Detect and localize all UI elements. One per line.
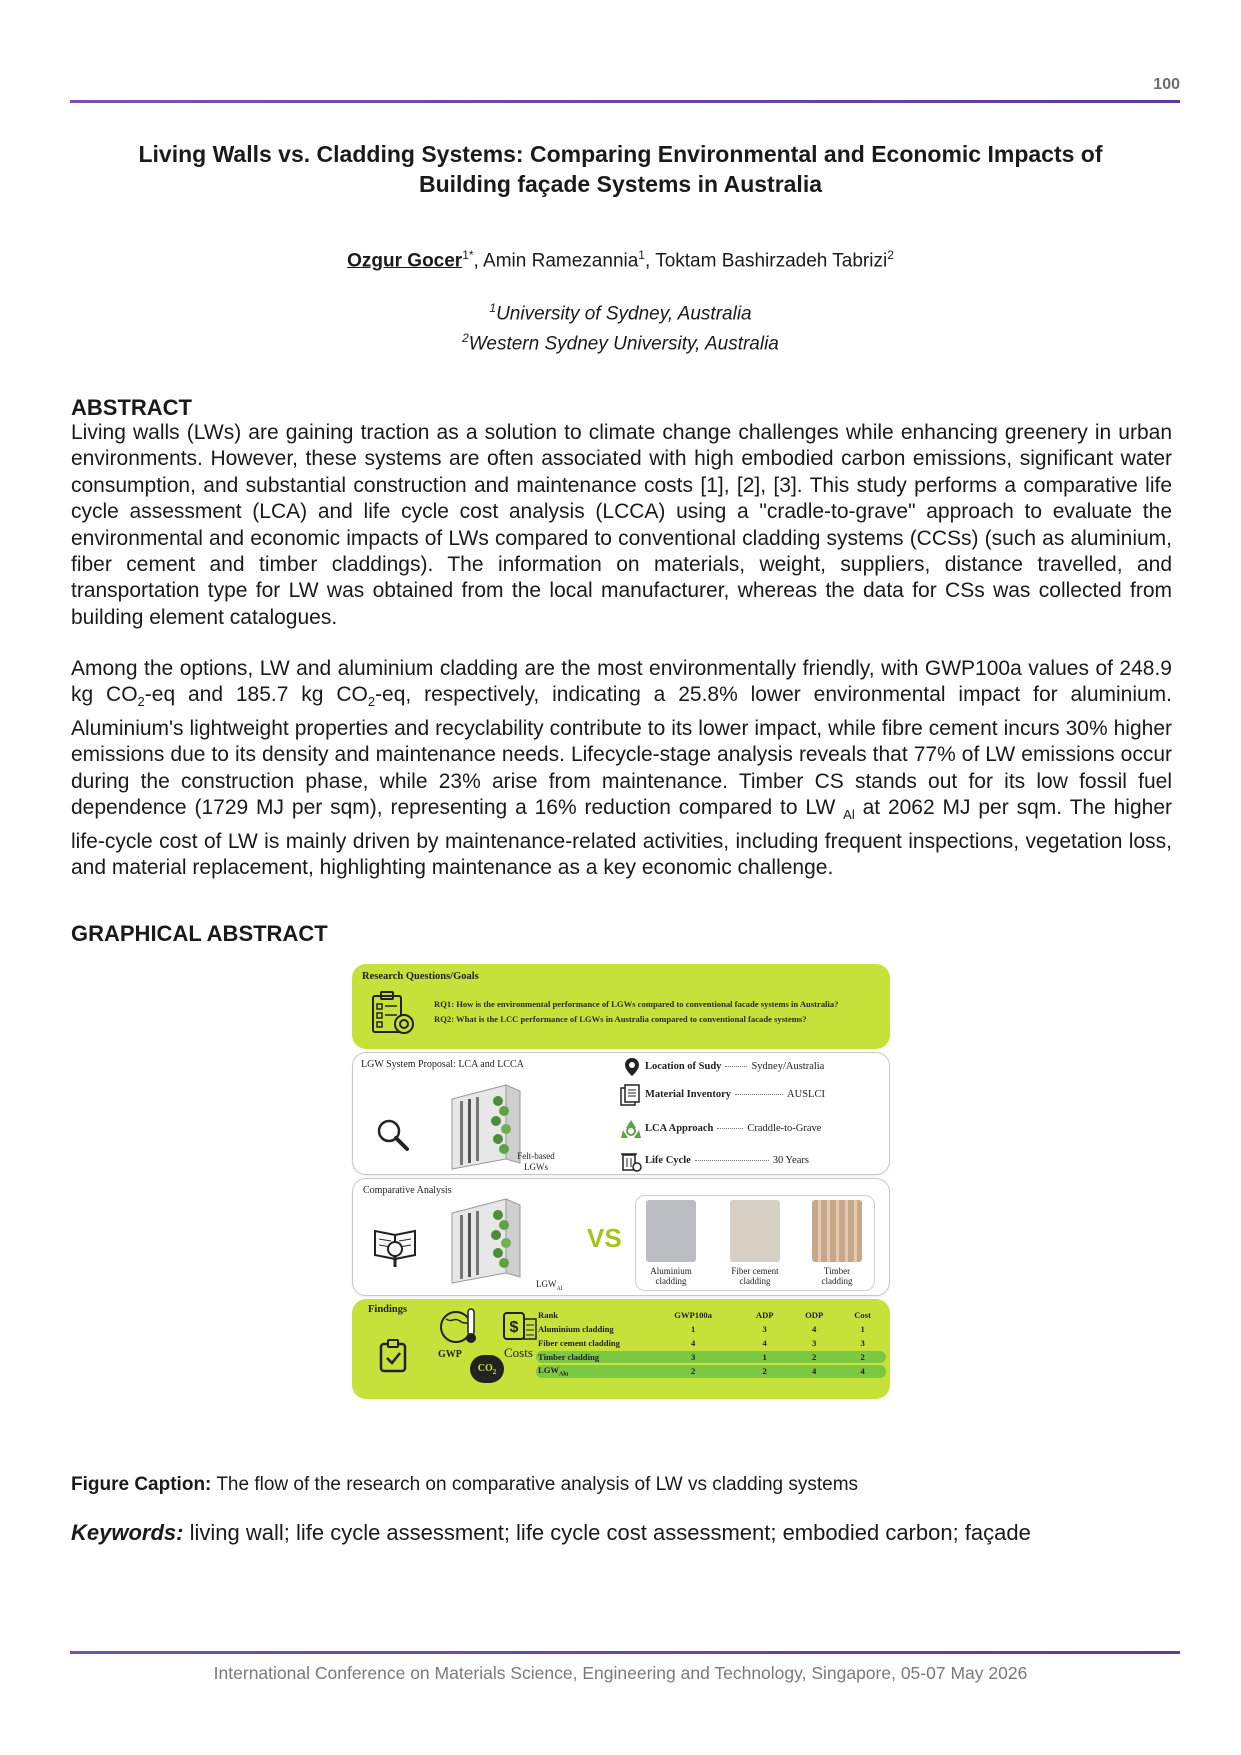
info-inventory-key: Material Inventory	[645, 1089, 732, 1100]
lgw-sub: Al	[556, 1285, 563, 1292]
row-label: Aluminium cladding	[538, 1324, 614, 1334]
globe-thermometer-icon	[438, 1305, 480, 1349]
figure-caption	[71, 1474, 858, 1496]
location-pin-icon	[623, 1057, 641, 1077]
lead-author[interactable]: Ozgur Gocer	[347, 250, 463, 272]
vs-label: VS	[587, 1223, 622, 1253]
info-location-value: Sydney/Australia	[751, 1061, 825, 1072]
gwp-label: GWP	[438, 1349, 462, 1360]
info-lifecycle-value: 30 Years	[772, 1155, 809, 1166]
cell: 2	[789, 1351, 839, 1363]
recycle-icon	[619, 1117, 643, 1141]
cell: 2	[740, 1365, 789, 1378]
book-search-icon	[371, 1223, 421, 1273]
info-lifecycle-key: Life Cycle	[645, 1155, 691, 1166]
timber-cladding-swatch	[812, 1200, 862, 1262]
checklist-icon	[370, 990, 416, 1036]
info-location	[645, 1061, 824, 1072]
clad-3-l2: cladding	[821, 1276, 853, 1286]
cell: 3	[762, 1324, 767, 1334]
cell: 1	[740, 1351, 789, 1363]
row-label-text: LGW	[538, 1365, 560, 1375]
author-2: , Amin Ramezannia	[473, 250, 639, 272]
page-number: 100	[1153, 76, 1180, 93]
findings-panel	[352, 1299, 890, 1399]
felt-label-2: LGWs	[524, 1162, 548, 1172]
clad-3-l1: Timber	[823, 1266, 851, 1276]
header-odp: ODP	[805, 1310, 824, 1320]
money-calculator-icon	[502, 1307, 538, 1343]
affiliations	[0, 296, 1241, 357]
rq1: RQ1: How is the environmental performance of LGWs compared to conventional facade systems in Australia?	[434, 999, 839, 1009]
cell: 2	[839, 1351, 886, 1363]
affiliation-1-number: 1	[489, 301, 497, 315]
clad-1-l2: cladding	[655, 1276, 687, 1286]
p2-part-a: Among the options, LW and aluminium cladding are the most environmentally friendly, with GWP100a values of 248.9 kg CO	[71, 657, 1172, 707]
cell: 2	[646, 1365, 740, 1378]
clad-2-l2: cladding	[739, 1276, 771, 1286]
info-dots	[717, 1128, 743, 1129]
affiliation-2	[0, 326, 1241, 356]
p2-sub-3: Al	[843, 807, 855, 823]
p2-sub-1: 2	[137, 694, 145, 710]
comparative-panel	[352, 1178, 890, 1296]
caption-label: Figure Caption:	[71, 1474, 212, 1495]
proposal-heading: LGW System Proposal: LCA and LCCA	[361, 1059, 524, 1070]
header-cost: Cost	[854, 1310, 871, 1320]
footer-rule	[70, 1651, 1180, 1654]
co2-label: CO	[477, 1363, 493, 1374]
caption-text: The flow of the research on comparative analysis of LW vs cladding systems	[211, 1474, 859, 1495]
p2-sub-2: 2	[367, 694, 376, 710]
aluminium-cladding-swatch	[646, 1200, 696, 1262]
row-label: Fiber cement cladding	[538, 1338, 620, 1348]
cell: 4	[812, 1324, 817, 1334]
findings-table	[536, 1307, 886, 1380]
proposal-panel	[352, 1052, 890, 1175]
info-dots	[695, 1160, 769, 1161]
author-2-affiliation: 1	[638, 248, 645, 262]
keywords-text: living wall; life cycle assessment; life cycle cost assessment; embodied carbon; façade	[183, 1520, 1031, 1545]
clad-1-l1: Aluminium	[650, 1266, 692, 1276]
info-approach-value: Craddle-to-Grave	[747, 1123, 822, 1134]
paper-title: Living Walls vs. Cladding Systems: Comparing Environmental and Economic Impacts of Building façade Systems in Australia	[138, 141, 1103, 197]
keywords	[71, 1520, 1031, 1546]
bin-gear-icon	[619, 1149, 643, 1173]
lead-author-affiliation: 1*	[462, 248, 474, 262]
findings-row-highlighted	[536, 1351, 886, 1363]
row-label: Timber cladding	[536, 1351, 646, 1363]
header-gwp: GWP100a	[674, 1310, 712, 1320]
info-location-key: Location of Sudy	[645, 1061, 722, 1072]
cell: 4	[762, 1338, 767, 1348]
abstract-paragraph-2	[71, 656, 1172, 882]
fiber-cement-cladding-label	[715, 1266, 795, 1286]
clipboard-check-icon	[378, 1339, 408, 1373]
research-questions-panel	[352, 964, 890, 1049]
graphical-abstract-heading: GRAPHICAL ABSTRACT	[71, 921, 328, 946]
cell: 4	[690, 1338, 696, 1348]
affiliation-1-text: University of Sydney, Australia	[496, 303, 752, 325]
p2-part-b: -eq and 185.7 kg CO	[144, 683, 368, 707]
p2-part-d: at 2062 MJ per sqm. The higher life-cycle cost of LW is mainly driven by maintenance-related activities, including frequent inspections, vegetation loss, and material replacement, highlighting maintenance as a key economic challenge.	[71, 796, 1172, 880]
header-rank: Rank	[538, 1310, 559, 1320]
affiliation-1	[0, 296, 1241, 326]
felt-label	[511, 1151, 561, 1173]
svg-text:$: $	[509, 1319, 519, 1336]
row-label-sub: Alu	[559, 1371, 569, 1378]
clad-2-l1: Fiber cement	[731, 1266, 779, 1276]
costs-label: Costs	[504, 1345, 533, 1360]
findings-row	[536, 1337, 886, 1349]
graphical-abstract-figure	[352, 964, 890, 1442]
p2-part-c: -eq, respectively, indicating a 25.8% lower environmental impact for aluminium. Aluminium's lightweight properties and recyclability contribute to its lower impact, while fibre cement incurs 30% higher emissions due to its density and maintenance needs. Lifecycle-stage analysis reveals that 77% of LW emissions occur during the construction phase, while 23% arise from maintenance. Timber CS stands out for its low fossil fuel dependence (1729 MJ per sqm), representing a 16% reduction compared to LW	[71, 683, 1173, 820]
affiliation-2-number: 2	[462, 331, 469, 346]
footer-text: International Conference on Materials Science, Engineering and Technology, Singapore, 05-07 May 2026	[213, 1663, 1028, 1683]
fiber-cement-cladding-swatch	[730, 1200, 780, 1262]
cell: 4	[839, 1365, 886, 1378]
header-adp: ADP	[755, 1310, 774, 1320]
info-approach	[645, 1123, 821, 1134]
header-rule	[70, 100, 1180, 103]
cell: 3	[860, 1338, 865, 1348]
affiliation-2-text: Western Sydney University, Australia	[468, 333, 779, 355]
info-inventory-value: AUSLCI	[787, 1089, 825, 1100]
cell: 3	[646, 1351, 740, 1363]
magnifier-icon	[375, 1117, 411, 1153]
cell: 1	[860, 1324, 865, 1334]
author-3-affiliation: 2	[887, 248, 894, 262]
rq2: RQ2: What is the LCC performance of LGWs in Australia compared to conventional facade systems?	[434, 1014, 807, 1024]
info-dots	[725, 1066, 747, 1067]
findings-row	[536, 1323, 886, 1335]
cell: 3	[812, 1338, 817, 1348]
comparative-heading: Comparative Analysis	[363, 1185, 452, 1196]
keywords-label: Keywords:	[71, 1520, 184, 1545]
co2-cloud-icon	[470, 1355, 504, 1383]
author-list	[0, 248, 1241, 272]
findings-table-header	[536, 1309, 886, 1321]
cell: 1	[690, 1324, 696, 1334]
felt-label-1: Felt-based	[517, 1151, 555, 1161]
document-stack-icon	[619, 1083, 643, 1107]
abstract-heading: ABSTRACT	[71, 395, 192, 420]
findings-heading: Findings	[368, 1304, 408, 1315]
info-inventory	[645, 1089, 825, 1100]
info-dots	[735, 1094, 783, 1095]
lgw-al-label	[536, 1279, 563, 1295]
lgw-label: LGW	[536, 1279, 557, 1289]
info-approach-key: LCA Approach	[645, 1123, 714, 1134]
row-label	[536, 1365, 646, 1378]
timber-cladding-label	[797, 1266, 877, 1286]
info-lifecycle	[645, 1155, 809, 1166]
cladding-group	[635, 1195, 875, 1291]
co2-sub: 2	[492, 1368, 497, 1376]
findings-row-highlighted	[536, 1365, 886, 1378]
abstract-paragraph-1: Living walls (LWs) are gaining traction as a solution to climate change challenges while enhancing greenery in urban environments. However, these systems are often associated with high embodied carbon emissions, significant water consumption, and substantial construction and maintenance costs [1], [2], [3]. This study performs a comparative life cycle assessment (LCA) and life cycle cost analysis (LCCA) using a "cradle-to-grave" approach to evaluate the environmental and economic impacts of LWs compared to conventional cladding systems (CCSs) (such as aluminium, fiber cement and timber claddings). The information on materials, weight, suppliers, distance travelled, and transportation type for LW was obtained from the local manufacturer, whereas the data for CSs was collected from building element catalogues.	[71, 421, 1172, 629]
cell: 4	[789, 1365, 839, 1378]
lgw-al-illustration	[448, 1193, 538, 1285]
author-3: , Toktam Bashirzadeh Tabrizi	[644, 250, 888, 272]
aluminium-cladding-label	[631, 1266, 711, 1286]
rq-heading: Research Questions/Goals	[362, 971, 479, 982]
